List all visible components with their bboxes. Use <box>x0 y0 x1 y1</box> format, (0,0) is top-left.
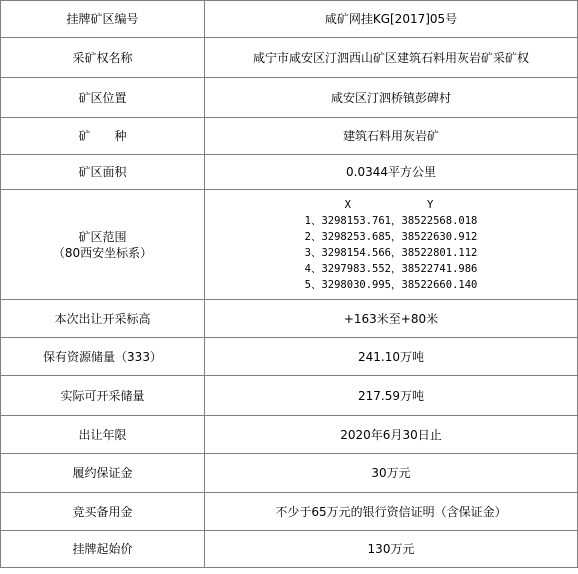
row-label <box>1 190 205 300</box>
x-header: X <box>344 198 351 211</box>
table-row <box>1 1 578 38</box>
coordinate-point: 3、3298154.566，38522801.112 <box>304 246 478 259</box>
coordinate-point: 1、3298153.761，38522568.018 <box>304 214 478 227</box>
y-header: Y <box>427 198 434 211</box>
table-row <box>1 416 578 454</box>
table-row-extent <box>1 190 578 300</box>
table-row <box>1 454 578 493</box>
table-row <box>1 118 578 155</box>
row-value: 建筑石料用灰岩矿 <box>205 118 578 155</box>
coordinate-system-label: （80西安坐标系） <box>52 245 153 260</box>
table-row <box>1 78 578 118</box>
table-row <box>1 38 578 78</box>
row-label: 采矿权名称 <box>1 38 205 78</box>
row-label: 本次出让开采标高 <box>1 300 205 338</box>
coordinate-header <box>305 197 478 213</box>
table-row <box>1 300 578 338</box>
row-value: 217.59万吨 <box>205 376 578 416</box>
table-row <box>1 376 578 416</box>
extent-label: 矿区范围 <box>78 229 127 244</box>
row-value: 咸矿网挂KG[2017]05号 <box>205 1 578 38</box>
row-label: 矿区位置 <box>1 78 205 118</box>
row-value: 30万元 <box>205 454 578 493</box>
row-value: 2020年6月30日止 <box>205 416 578 454</box>
coordinate-list <box>305 197 478 293</box>
row-value: 241.10万吨 <box>205 338 578 376</box>
row-label: 竞买备用金 <box>1 493 205 531</box>
row-value: 130万元 <box>205 531 578 568</box>
row-label: 挂牌起始价 <box>1 531 205 568</box>
table-row <box>1 338 578 376</box>
row-label: 保有资源储量（333） <box>1 338 205 376</box>
table-row <box>1 493 578 531</box>
coordinate-point: 4、3297983.552，38522741.986 <box>304 262 478 275</box>
table-row <box>1 155 578 190</box>
table-row <box>1 531 578 568</box>
coordinate-point: 2、3298253.685，38522630.912 <box>304 230 478 243</box>
row-label: 挂牌矿区编号 <box>1 1 205 38</box>
coordinate-point: 5、3298030.995，38522660.140 <box>304 278 478 291</box>
coordinate-cell <box>205 190 578 300</box>
row-label: 矿区面积 <box>1 155 205 190</box>
row-value: 咸宁市咸安区汀泗西山矿区建筑石料用灰岩矿采矿权 <box>205 38 578 78</box>
row-label: 实际可开采储量 <box>1 376 205 416</box>
row-value: 不少于65万元的银行资信证明（含保证金） <box>205 493 578 531</box>
row-value: 咸安区汀泗桥镇彭碑村 <box>205 78 578 118</box>
row-value: 0.0344平方公里 <box>205 155 578 190</box>
row-label: 出让年限 <box>1 416 205 454</box>
row-label: 履约保证金 <box>1 454 205 493</box>
row-value: +163米至+80米 <box>205 300 578 338</box>
row-label: 矿 种 <box>1 118 205 155</box>
